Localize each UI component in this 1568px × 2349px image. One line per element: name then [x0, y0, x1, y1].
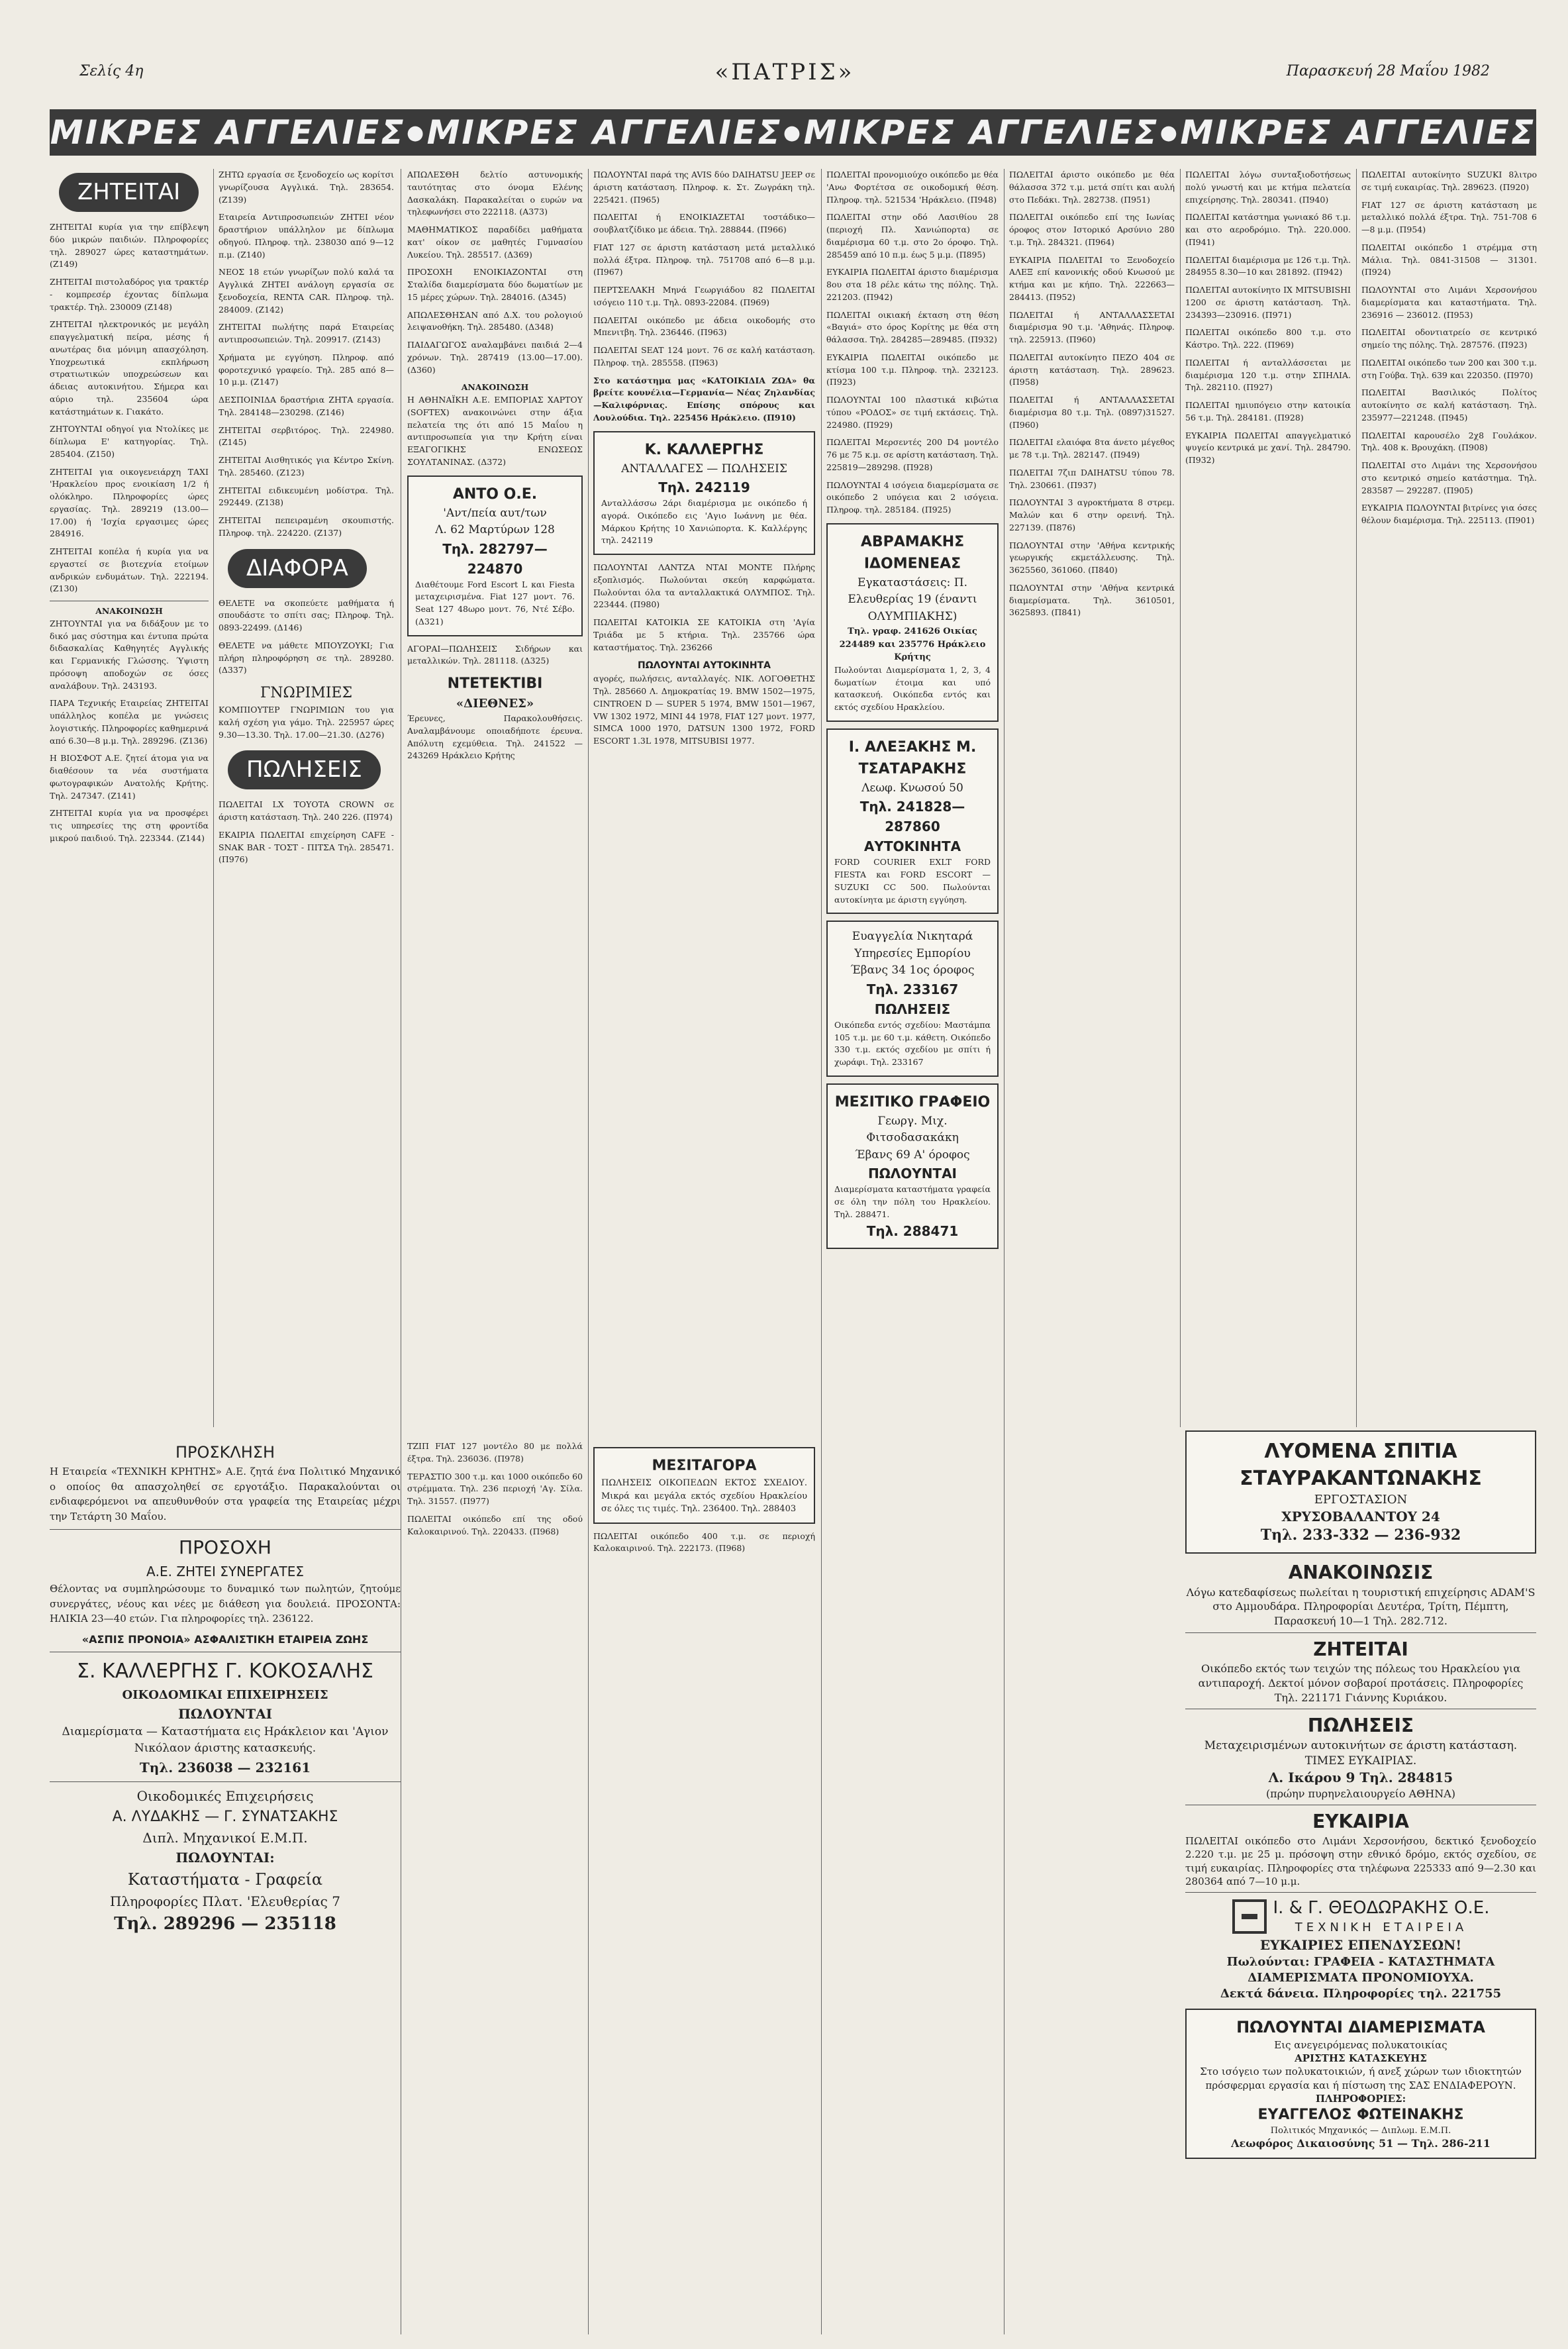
banner-text: ΜΙΚΡΕΣ ΑΓΓΕΛΙΕΣ [803, 113, 1159, 152]
ad: ΠΩΛΕΙΤΑΙ αυτοκίνητο ΠΕΖΟ 404 σε άριστη κατάσταση. Τηλ. 289623. (Π958) [1009, 352, 1175, 387]
company-address: Λεωφ. Κνωσού 50 [861, 781, 963, 795]
prosoxi-text: Θέλοντας να συμπληρώσουμε το δυναμικό των πωλητών, ζητούμε συνεργάτες, νέους και νέες με διάθεση για δουλειά. ΠΡΟΣΟΝΤΑ: ΗΛΙΚΙΑ 23—40 ετών. Για πληροφορίες τηλ. 236122. [50, 1583, 401, 1624]
ad-line: ΔΙΑΜΕΡΙΣΜΑΤΑ ΠΡΟΝΟΜΙΟΥΧΑ. [1248, 1970, 1474, 1985]
company-text: Πωλούνται Διαμερίσματα 1, 2, 3, 4 δωματίων έτοιμα και υπό κατασκευή. Οικόπεδα εντός και εκτός σχεδίου Ηρακλείου. [834, 664, 991, 712]
ad: Χρήματα με εγγύηση. Πληροφ. από φοροτεχνικό γραφείο. Τηλ. 285 από 8—10 μ.μ. (Ζ147) [219, 352, 394, 387]
company-phone: Τηλ. 289296 — 235118 [114, 1913, 336, 1934]
banner-text: ΜΙΚΡΕΣ ΑΓΓΕΛΙΕΣ [1180, 113, 1536, 152]
ad: ΖΗΤΕΙΤΑΙ πεπειραμένη σκουπιστής. Πληροφ. τηλ. 224220. (Ζ137) [219, 515, 394, 538]
prosklisi-title: ΠΡΟΣΚΛΗΣΗ [175, 1443, 275, 1462]
ad: ΔΕΣΠΟΙΝΙΔΑ δραστήρια ΖΗΤΑ εργασία. Τηλ. 284148—230298. (Ζ146) [219, 395, 394, 417]
ad: ΖΗΤΕΙΤΑΙ ειδικευμένη μοδίστρα. Τηλ. 292449. (Ζ138) [219, 485, 394, 508]
kallergis-ad [50, 1656, 401, 1777]
divider [1185, 1632, 1536, 1633]
ad-title: ΕΥΚΑΙΡΙΑ [1312, 1811, 1409, 1833]
company-text: Καταστήματα - Γραφεία [127, 1870, 323, 1889]
ad-text: Μεταχειρισμένων αυτοκινήτων σε άριστη κατάσταση. [1204, 1738, 1518, 1752]
ad: ΠΩΛΕΙΤΑΙ οικόπεδο 1 στρέμμα στη Μάλια. Τηλ. 0841-31508 — 31301. (Π924) [1361, 242, 1537, 277]
company-name: ΕΥΑΓΓΕΛΟΣ ΦΩΤΕΙΝΑΚΗΣ [1257, 2107, 1464, 2124]
company-phone: Τηλ. 288471 [866, 1223, 959, 1239]
ad: ΠΡΟΣΟΧΗ ΕΝΟΙΚΙΑΖΟΝΤΑΙ στη Σταλίδα διαμερίσματα δύο δωματίων με 15 μέρες χώρων. Τηλ. 284016. (Δ345) [407, 267, 583, 302]
divider [1185, 1892, 1536, 1893]
column-separator [1356, 169, 1357, 1427]
column-separator [213, 169, 214, 1427]
classifieds-banner [50, 109, 1536, 156]
cars-title: ΠΩΛΟΥΝΤΑΙ ΑΥΤΟΚΙΝΗΤΑ [638, 660, 771, 672]
divider [50, 1529, 401, 1530]
company-address: Έβανς 34 1ος όροφος [850, 964, 975, 977]
ad: ΠΩΛΟΥΝΤΑΙ στην 'Αθήνα κεντρικής γεωργικής εκμετάλλευσης. Τηλ. 3625560, 361060. (Π840) [1009, 540, 1175, 575]
ad: ΠΩΛΕΙΤΑΙ οικόπεδο με άδεια οικοδομής στο Μπενιτβη. Τηλ. 236446. (Π963) [593, 315, 815, 338]
prosoxi-subtitle: Α.Ε. ΖΗΤΕΙ ΣΥΝΕΡΓΑΤΕΣ [146, 1564, 305, 1579]
banner-dot: ● [406, 121, 426, 144]
fotinakis-ad [1185, 2009, 1536, 2158]
ad: ΠΩΛΕΙΤΑΙ Βασιλικός Πολίτος αυτοκίνητο σε καλή κατάσταση. Τηλ. 235977—221248. (Π945) [1361, 387, 1537, 423]
softex-text: Η ΑΘΗΝΑΪΚΗ Α.Ε. ΕΜΠΟΡΙΑΣ ΧΑΡΤΟΥ (SOFTEX) ανακοινώνει στην άξια πελατεία της ότι από 15 Μαΐου η αντιπροσωπεία για την Κρήτη είναι ΕΞΑΓΟΓΙΚΗΣ ΕΝΩΣΕΩΣ ΣΟΥΛΤΑΝΙΝΑΣ. (Δ372) [407, 395, 583, 467]
company-text: Διαθέτουμε Ford Escort L και Fiesta μεταχειρισμένα. Fiat 127 μοντ. 76. Seat 127 48ωρο μοντ. 76, Ντέ Σέβο. (Δ321) [415, 579, 575, 626]
company-phone: Τηλ. 282797—224870 [442, 540, 548, 577]
column-8 [1361, 169, 1537, 1427]
ad-line: ΑΡΙΣΤΗΣ ΚΑΤΑΣΚΕΥΗΣ [1295, 2052, 1427, 2065]
ad-line: Πωλούνται: ΓΡΑΦΕΙΑ - ΚΑΤΑΣΤΗΜΑΤΑ [1226, 1954, 1495, 1969]
ad: ΕΚΑΙΡΙΑ ΠΩΛΕΙΤΑΙ επιχείρηση CAFE - SNAK BAR - ΤΟΣΤ - ΠΙΤΣΑ Τηλ. 285471. (Π976) [219, 829, 394, 865]
ad: ΖΗΤΕΙΤΑΙ σερβιτόρος. Τηλ. 224980. (Ζ145) [219, 425, 394, 448]
column-6 [1009, 169, 1175, 1480]
ad-text: Οικόπεδο εκτός των τειχών της πόλεως του Ηρακλείου για αντιπαροχή. Δεκτοί μόνον σοβαροί προτάσεις. Πληροφορίες Τηλ. 221171 Γιάννης Κυριάκου. [1198, 1662, 1524, 1704]
ad: ΠΩΛΕΙΤΑΙ ή ΑΝΤΑΛΛΑΣΣΕΤΑΙ διαμέρισμα 80 τ.μ. Τηλ. (0897)31527. (Π960) [1009, 395, 1175, 430]
ad: ΕΥΚΑΙΡΙΑ ΠΩΛΕΙΤΑΙ οικόπεδο με κτίσμα 100 τ.μ. Πληροφ. τηλ. 232123. (Π923) [826, 352, 999, 387]
section-heading: ΔΙΑΦΟΡΑ [228, 549, 367, 588]
ad: ΠΩΛΟΥΝΤΑΙ στην 'Αθήνα κεντρικά διαμερίσματα. Τηλ. 3610501, 3625893. (Π841) [1009, 582, 1175, 618]
company-sub: ΑΝΤΑΛΛΑΓΕΣ — ΠΩΛΗΣΕΙΣ [621, 462, 787, 475]
company-address: ΧΡΥΣΟΒΑΛΑΝΤΟΥ 24 [1281, 1509, 1440, 1525]
eukairia-ad [1185, 1809, 1536, 1888]
ad: ΠΩΛΟΥΝΤΑΙ 100 πλαστικά κιβώτια τύπου «ΡΟΔΟΣ» σε τιμή εκτάσεις. Τηλ. 224980. (Π929) [826, 395, 999, 430]
ad: ΠΩΛΕΙΤΑΙ οικιακή έκταση στη θέση «Βαγιά» στο όρος Κορίτης με θέα στη θάλασσα. Τηλ. 284285—289485. (Π932) [826, 309, 999, 344]
display-ads-block [1185, 1430, 1536, 2331]
ad: ΠΩΛΕΙΤΑΙ Μερσεντές 200 D4 μοντέλο 76 με 75 κ.μ. σε αρίστη κατάσταση. Τηλ. 225819—289298. (Π928) [826, 437, 999, 472]
ad: ΠΩΛΕΙΤΑΙ οικόπεδο 800 τ.μ. στο Κάστρο. Τηλ. 222. (Π969) [1185, 327, 1351, 350]
ad: ΑΠΩΛΕΣΘΗ δελτίο αστυνομικής ταυτότητας στο όνομα Ελένης Δασκαλάκη. Παρακαλείται ο ευρών να τηλεφωνήσει στο 222118. (Α373) [407, 170, 583, 217]
ad: ΠΩΛΕΙΤΑΙ κατάστημα γωνιακό 86 τ.μ. και στο αεροδρόμιο. Τηλ. 220.000. (Π941) [1185, 212, 1351, 247]
ad: ΠΩΛΕΙΤΑΙ οδοντιατρείο σε κεντρικό σημείο της πόλης. Τηλ. 287576. (Π923) [1361, 327, 1537, 350]
company-phone: Τηλ. 236038 — 232161 [139, 1759, 311, 1775]
ad: Η ΒΙΟΣΦΟΤ Α.Ε. ζητεί άτομα για να διαθέσουν τα νέα συστήματα φωτογραφικών Ανατολής Κρήτης. Τηλ. 247347. (Ζ141) [50, 753, 209, 801]
softex-title: ΑΝΑΚΟΙΝΩΣΗ [461, 382, 529, 393]
page-header [79, 59, 1490, 89]
ad: ΠΑΡΑ Τεχνικής Εταιρείας ΖΗΤΕΙΤΑΙ υπάλληλος κοπέλα με γνώσεις λογιστικής. Πληροφορίες καθημερινά από 6.30—8 μ.μ. Τηλ. 289296. (Ζ136) [50, 698, 209, 746]
ad: ΠΩΛΕΙΤΑΙ αυτοκίνητο SUZUKI 8λιτρο σε τιμή ευκαιρίας. Τηλ. 289623. (Π920) [1361, 170, 1537, 192]
company-address: Λεωφόρος Δικαιοσύνης 51 — Τηλ. 286-211 [1231, 2137, 1491, 2150]
ad: ΠΩΛΕΙΤΑΙ προνομιούχο οικόπεδο με θέα 'Ανω Φορτέτσα σε οικοδομική θέση. Πληροφ. τηλ. 521534 'Ηράκλειο. (Π948) [826, 170, 999, 205]
ad: Εταιρεία Αντιπροσωπειών ΖΗΤΕΙ νέον δραστήριον υπάλληλον με δίπλωμα οδηγού. Πληροφ. τηλ. 238030 από 9—12 π.μ. (Ζ140) [219, 212, 394, 260]
ad: ΖΗΤΕΙΤΑΙ πιστολαδόρος για τρακτέρ - κομπρεσέρ έχοντας δίπλωμα τρακτέρ. Τηλ. 230009 (Ζ148) [50, 277, 209, 312]
ad: ΠΩΛΕΙΤΑΙ SEAT 124 μοντ. 76 σε καλή κατάσταση. Πληροφ. τηλ. 285558. (Π963) [593, 345, 815, 368]
company-text: ΠΩΛΗΣΕΙΣ ΟΙΚΟΠΕΔΩΝ ΕΚΤΟΣ ΣΧΕΔΙΟΥ. Μικρά και μεγάλα εκτός σχεδίου Ηρακλείου σε όλες τις τιμές. Τηλ. 236400. Τηλ. 288403 [601, 1478, 807, 1514]
ad: ΖΗΤΕΙΤΑΙ ηλεκτρονικός με μεγάλη επαγγελματική πείρα, μέσης ή ανωτέρας δια μόνιμη απασχόληση. Υποχρεωτικά εκπλήρωση στρατιωτικών υποχρεώσεων και άδειας αυτοκινήτου. Σήμερα και αύριο τηλ. 235604 ώρα κατάστημάτων κ. Γιακάτο. [50, 319, 209, 417]
company-name: Ευαγγελία Νικηταρά [852, 930, 973, 944]
company-sub: Πολιτικός Μηχανικός — Διπλωμ. Ε.Μ.Π. [1270, 2125, 1451, 2136]
company-sub: Εγκαταστάσεις: Π. Ελευθερίας 19 (έναντι ΟΛΥΜΠΙΑΚΗΣ) [848, 575, 977, 623]
ad: ΠΩΛΟΥΝΤΑΙ στο Λιμάνι Χερσονήσου διαμερίσματα και καταστήματα. Τηλ. 236916 — 236012. (Π953) [1361, 285, 1537, 320]
anakoinosis-ad [1185, 1560, 1536, 1628]
section-heading: ΠΩΛΗΣΕΙΣ [228, 750, 381, 789]
company-name: Σ. ΚΑΛΛΕΡΓΗΣ Γ. ΚΟΚΟΣΑΛΗΣ [77, 1659, 373, 1683]
column-separator [1180, 169, 1181, 1427]
company-text: Οικόπεδα εντός σχεδίου: Μαστάμπα 105 τ.μ. με 60 τ.μ. κάθετη. Οικόπεδο 330 τ.μ. εκτός σχεδίου με σπίτι ή χωράφι. Τηλ. 233167 [834, 1019, 991, 1067]
company-phone: Τηλ. 242119 [658, 479, 750, 495]
ad-line: ΕΥΚΑΙΡΙΕΣ ΕΠΕΝΔΥΣΕΩΝ! [1259, 1936, 1462, 1953]
ad: ΠΕΡΤΣΕΛΑΚΗ Μηνά Γεωργιάδου 82 ΠΩΛΕΙΤΑΙ ισόγειο 110 τ.μ. Τηλ. 0893-22084. (Π969) [593, 285, 815, 307]
company-sub: Υπηρεσίες Εμπορίου [854, 946, 971, 960]
ad: ΠΩΛΟΥΝΤΑΙ παρά της AVIS δύο DAIHATSU JEEP σε άριστη κατάσταση. Πληροφ. κ. Στ. Ζωγράκη τηλ. 225421. (Π965) [593, 170, 815, 205]
company-name: ΑΒΡΑΜΑΚΗΣ ΙΔΟΜΕΝΕΑΣ [860, 533, 965, 572]
poliseis-ad [1185, 1713, 1536, 1801]
pet-shop-ad: Στο κατάστημα μας «ΚΑΤΟΙΚΙΔΙΑ ΖΩΑ» θα βρείτε κουνέλια—Γερμανία— Νέας Ζηλανδίας—Καλιφόρνιας. Επίσης σπόρους και Λουλούδια. Τηλ. 225456 Ηράκλειο. (Π910) [593, 375, 815, 423]
company-name: ΑΝΤΟ Ο.Ε. [452, 485, 538, 503]
ad: ΠΩΛΕΙΤΑΙ LX TOYOTA CROWN σε άριστη κατάσταση. Τηλ. 240 226. (Π974) [219, 799, 394, 822]
column-5 [826, 169, 999, 2334]
wide-ads-block [50, 1440, 401, 2328]
prosklisi-text: Η Εταιρεία «ΤΕΧΝΙΚΗ ΚΡΗΤΗΣ» Α.Ε. ζητά ένα Πολιτικό Μηχανικό ο οποίος θα απασχοληθεί σε εργοτάξιο. Παρακαλούνται οι ενδιαφερόμενοι να απευθυνθούν στα γραφεία της Εταιρείας μέχρι την Τετάρτη 30 Μαΐου. [50, 1466, 401, 1523]
ad: ΠΩΛΕΙΤΑΙ καρουσέλο 2χ8 Γουλάκον. Τηλ. 408 κ. Βρουχάκη. (Π908) [1361, 430, 1537, 453]
ad-text: ΠΩΛΕΙΤΑΙ οικόπεδο στο Λιμάνι Χερσονήσου, δεκτικό ξενοδοχείο 2.220 τ.μ. με 25 μ. πρόσοψη στην εθνικό δρόμο, εκτός σχεδίου, σε τιμή ευκαιρίας. Πληροφορίες στα τηλέφωνα 225333 από 9—2.30 και 280364 από 7—10 μ.μ. [1185, 1835, 1536, 1887]
gnorimies-title: ΓΝΩΡΙΜΙΕΣ [260, 685, 353, 701]
ad-line: Εις ανεγειρόμενας πολυκατοικίας [1274, 2038, 1447, 2051]
ad: ΠΩΛΕΙΤΑΙ οικόπεδο των 200 και 300 τ.μ. στη Γούβα. Τηλ. 639 και 220350. (Π970) [1361, 357, 1537, 380]
column-2 [219, 169, 394, 1427]
ad: ΠΩΛΕΙΤΑΙ ή ΑΝΤΑΛΛΑΣΣΕΤΑΙ διαμέρισμα 90 τ.μ. 'Αθηνάς. Πληροφ. τηλ. 225913. (Π960) [1009, 309, 1175, 344]
company-text: Ανταλλάσσω 2άρι διαμέρισμα με οικόπεδο ή αγορά. Οικόπεδο εις 'Αγιο Ιωάννη με θέα. Μάρκου Κρήτης 10 Χανιώπορτα. Κ. Καλλέργης τηλ. 242119 [601, 498, 807, 546]
theodorakis-ad [1185, 1897, 1536, 2002]
ad-text: Λόγω κατεδαφίσεως πωλείται η τουριστική επιχείρησις ADAM'S στο Αμμουδάρα. Πληροφορίαι Δευτέρα, Τρίτη, Πέμπτη, Παρασκευή 10—1 Τηλ. 282.712. [1186, 1585, 1536, 1627]
cars-text: αγορές, πωλήσεις, ανταλλαγές. ΝΙΚ. ΛΟΓΟΘΕΤΗΣ Τηλ. 285660 Λ. Δημοκρατίας 19. BMW 1502—1975, CINTROEN D — SUPER 5 1974, BMW 1501—1967, VW 1302 1972, MINI 44 1978, FIAT 127 μοντ. 1977, SIMCA 1000 1970, DATSUN 1300 1972, FORD ESCORT 1.3L 1978, MITSUBISI 1977. [593, 674, 815, 746]
company-sub: 'Αντ/πεία αυτ/των [443, 506, 547, 520]
column-4 [593, 169, 815, 1427]
company-phone: Τηλ. 241828—287860 [859, 799, 965, 835]
banner-dot: ● [783, 121, 803, 144]
company-sub: Γεωργ. Μιχ. Φιτσοδασακάκη [866, 1114, 959, 1145]
detectives-text: Έρευνες, Παρακολουθήσεις. Αναλαμβάνουμε οποιαδήποτε έρευνα. Απόλυτη εχεμύθεια. Τηλ. 241522 — 243269 Ηράκλειο Κρήτης [407, 713, 583, 761]
ad: ΖΗΤΩ εργασία σε ξενοδοχείο ως κορίτσι γνωρίζουσα Αγγλικά. Τηλ. 283654. (Ζ139) [219, 170, 394, 205]
ad: ΠΩΛΕΙΤΑΙ ΚΑΤΟΙΚΙΑ ΣΕ ΚΑΤΟΙΚΙΑ στη 'Αγία Τριάδα με 5 κτήρια. Τηλ. 235766 ώρα καταστήματος. Τηλ. 236266 [593, 617, 815, 652]
ad: ΠΩΛΕΙΤΑΙ οικόπεδο επί της οδού Καλοκαιρινού. Τηλ. 220433. (Π968) [407, 1513, 583, 1536]
banner-dot: ● [1159, 121, 1179, 144]
ad: ΤΕΡΑΣΤΙΟ 300 τ.μ. και 1000 οικόπεδο 60 στρέμματα. Τηλ. 236 περιοχή 'Αγ. Σίλα. Τηλ. 31557. (Π977) [407, 1471, 583, 1506]
company-sub: ΕΡΓΟΣΤΑΣΙΟΝ [1314, 1493, 1408, 1507]
company-name: Ι. ΑΛΕΞΑΚΗΣ Μ. ΤΣΑΤΑΡΑΚΗΣ [848, 738, 977, 777]
company-sub: ΤΕΧΝΙΚΗ ΕΤΑΙΡΕΙΑ [1295, 1921, 1468, 1935]
ad: ΠΩΛΕΙΤΑΙ αυτοκίνητο IX MITSUBISHI 1200 σε άριστη κατάσταση. Τηλ. 234393—230916. (Π971) [1185, 285, 1351, 320]
banner-text: ΜΙΚΡΕΣ ΑΓΓΕΛΙΕΣ [426, 113, 783, 152]
ad: ΠΩΛΕΙΤΑΙ οικόπεδο επί της Ιωνίας όροφος στον Ιστορικό Αρσύνιο 280 τ.μ. Τηλ. 284321. (Π964) [1009, 212, 1175, 247]
ad-title: ΠΩΛΗΣΕΙΣ [1307, 1715, 1414, 1737]
company-name: ΣΤΑΥΡΑΚΑΝΤΩΝΑΚΗΣ [1240, 1466, 1482, 1490]
ad: ΕΥΚΑΙΡΙΑ ΠΩΛΕΙΤΑΙ απαγγελματικό ψυγείο κεντρικά με χανί. Τηλ. 284790. (Π932) [1185, 430, 1351, 465]
company-name: Α. ΛΥΔΑΚΗΣ — Γ. ΣΥΝΑΤΣΑΚΗΣ [112, 1808, 338, 1825]
company-line: Οικοδομικές Επιχειρήσεις [136, 1787, 314, 1804]
ad: FIAT 127 σε άριστη κατάσταση με μεταλλικό πολλά έξτρα. Τηλ. 751-708 6—8 μ.μ. (Π954) [1361, 199, 1537, 234]
ad-text: ΤΙΜΕΣ ΕΥΚΑΙΡΙΑΣ. [1304, 1754, 1417, 1768]
company-sub: ΑΥΤΟΚΙΝΗΤΑ [863, 838, 961, 855]
ad: ΘΕΛΕΤΕ να μάθετε ΜΠΟΥΖΟΥΚΙ; Για πλήρη πληροφόρηση σε τηλ. 289280. (Δ337) [219, 640, 394, 675]
ad: ΑΓΟΡΑΙ—ΠΩΛΗΣΕΙΣ Σιδήρων και μεταλλικών. Τηλ. 281118. (Δ325) [407, 643, 583, 666]
company-address: Έβανς 69 Α' όροφος [855, 1148, 970, 1162]
ad: ΖΗΤΕΙΤΑΙ πωλήτης παρά Εταιρείας αντιπροσωπειών. Τηλ. 209917. (Ζ143) [219, 322, 394, 344]
ad: ΠΩΛΕΙΤΑΙ λόγω συνταξιοδοτήσεως πολύ γνωστή και με κτήμα πελατεία επιχείρησης. Τηλ. 280341. (Π940) [1185, 170, 1351, 205]
ad: ΠΩΛΟΥΝΤΑΙ 4 ισόγεια διαμερίσματα σε οικόπεδο 2 υπόγεια και 2 ισόγεια. Πληροφ. τηλ. 285184. (Π925) [826, 479, 999, 515]
mesitagora-ad [593, 1447, 815, 1524]
ad-title: ΖΗΤΕΙΤΑΙ [1313, 1638, 1408, 1660]
avramakis-ad [826, 523, 999, 722]
lydakis-ad [50, 1786, 401, 1937]
ad: ΤΖΙΠ FIAT 127 μοντέλο 80 με πολλά έξτρα. Τηλ. 236036. (Π978) [407, 1441, 583, 1464]
ad: ΠΩΛΟΥΝΤΑΙ 3 αγροκτήματα 8 στρεμ. Μαλών και 6 στην ορεινή. Τηλ. 227139. (Π876) [1009, 497, 1175, 532]
zitite-ad [1185, 1637, 1536, 1705]
company-address: Λ. Ικάρου 9 Τηλ. 284815 [1268, 1769, 1453, 1785]
newspaper-title: «ΠΑΤΡΙΣ» [714, 59, 855, 85]
column-separator [821, 169, 822, 2334]
anto-ad [407, 475, 583, 636]
ad: ΖΗΤΕΙΤΑΙ κυρία για την επίβλεψη δύο μικρών παιδιών. Πληροφορίες τηλ. 289027 ώρες καταστημάτων. (Ζ149) [50, 222, 209, 270]
ad-title: ΠΩΛΟΥΝΤΑΙ ΔΙΑΜΕΡΙΣΜΑΤΑ [1236, 2018, 1485, 2037]
company-brand [1273, 1897, 1490, 1936]
sale-label: ΠΩΛΟΥΝΤΑΙ: [175, 1849, 275, 1866]
ad: ΠΩΛΕΙΤΑΙ στην οδό Λασιθίου 28 (περιοχή Πλ. Χανιώπορτα) σε διαμέρισμα 60 τ.μ. στο 2ο όροφο. Τηλ. 285459 από 10 π.μ. έως 5 μ.μ. (Π895) [826, 212, 999, 260]
mesitiko-grafeio-ad [826, 1083, 999, 1249]
alexakis-ad [826, 728, 999, 915]
ad: ΕΥΚΑΙΡΙΑ ΠΩΛΟΥΝΤΑΙ βιτρίνες για όσες θέλουν διαμέρισμα. Τηλ. 225113. (Π901) [1361, 503, 1537, 525]
ad: ΖΗΤΟΥΝΤΑΙ οδηγοί για Ντολίκες με δίπλωμα Ε' κατηγορίας. Τηλ. 285404. (Ζ150) [50, 424, 209, 459]
ad: ΠΩΛΕΙΤΑΙ ή ανταλλάσσεται με διαμέρισμα 120 τ.μ. στην ΣΠΗΛΙΑ. Τηλ. 282110. (Π927) [1185, 357, 1351, 393]
ad: ΠΩΛΕΙΤΑΙ ημιυπόγειο στην κατοικία 56 τ.μ. Τηλ. 284181. (Π928) [1185, 400, 1351, 423]
company-phone: Τηλ. 233-332 — 236-932 [1260, 1526, 1461, 1544]
ad-note: (πρώην πυρηνελαιουργείο ΑΘΗΝΑ) [1265, 1787, 1456, 1800]
ad-title: ΛΥΟΜΕΝΑ ΣΠΙΤΙΑ [1264, 1440, 1457, 1463]
company-name: ΜΕΣΙΤΑΓΟΡΑ [652, 1458, 757, 1474]
ad: ΑΠΩΛΕΣΘΗΣΑΝ από Δ.Χ. του ρολογιού λειψανοθήκη. Τηλ. 285480. (Δ348) [407, 309, 583, 332]
kallergis-antallages-ad [593, 431, 815, 556]
column-7 [1185, 169, 1351, 1427]
page-number: Σελίς 4η [79, 63, 144, 79]
company-title: ΠΩΛΗΣΕΙΣ [874, 1001, 951, 1017]
ad: ΖΗΤΕΙΤΑΙ κοπέλα ή κυρία για να εργαστεί σε βιοτεχνία ετοίμων ανδρικών ενδυμάτων. Τηλ. 222194. (Ζ130) [50, 546, 209, 594]
nikitara-ad [826, 921, 999, 1077]
column-separator [588, 169, 589, 2334]
column-2b [407, 1440, 583, 2328]
ad: ΕΥΚΑΙΡΙΑ ΠΩΛΕΙΤΑΙ το Ξενοδοχείο ΑΛΕΞ επί κανονικής οδού Κνωσού με κτήμα και με κήπο. Τηλ. 222663—284413. (Π952) [1009, 254, 1175, 302]
company-name: ΜΕΣΙΤΙΚΟ ΓΡΑΦΕΙΟ [834, 1093, 991, 1111]
ad: ΜΑΘΗΜΑΤΙΚΟΣ παραδίδει μαθήματα κατ' οίκον σε μαθητές Γυμνασίου Λυκείου. Τηλ. 285517. (Δ369) [407, 225, 583, 260]
company-text: FORD COURIER EXLT FORD FIESTA και FORD ESCORT — SUZUKI CC 500. Πωλούνται αυτοκίνητα με άριστη εγγύηση. [834, 857, 991, 905]
ad-title: ΑΝΑΚΟΙΝΩΣΙΣ [1288, 1561, 1434, 1583]
ad: ΠΩΛΕΙΤΑΙ ή ΕΝΟΙΚΙΑΖΕΤΑΙ τοστάδικο—σουβλατζίδικο με άδεια. Τηλ. 288844. (Π966) [593, 212, 815, 234]
ad: FIAT 127 σε άριστη κατάσταση μετά μεταλλικό πολλά έξτρα. Πληροφ. τηλ. 751708 από 6—8 μ.μ. (Π967) [593, 242, 815, 277]
ad: ΠΩΛΟΥΝΤΑΙ ΛΑΝΤΖΑ ΝΤΑΙ ΜΟΝΤΕ Πλήρης εξοπλισμός. Πωλούνται σκεύη καρφώματα. Πωλούνται όλα τα ανταλλακτικά ΟΛΥΜΠΟΣ. Τηλ. 223444. (Π980) [593, 562, 815, 610]
column-3 [407, 169, 583, 1427]
page-date: Παρασκευή 28 Μαΐου 1982 [1286, 63, 1490, 79]
ad: ΠΑΙΔΑΓΩΓΟΣ αναλαμβάνει παιδιά 2—4 χρόνων. Τηλ. 287419 (13.00—17.00). (Δ360) [407, 340, 583, 375]
company-header [1185, 1897, 1536, 1936]
column-3b [593, 1440, 815, 2328]
ad-line: Δεκτά δάνεια. Πληροφορίες τηλ. 221755 [1220, 1987, 1502, 2001]
notice-text: ΖΗΤΟΥΝΤΑΙ για να διδάξουν με το δικό μας σύστημα και έντυπα πρώτα διδασκαλίας Καθηγητές Αγγλικής και Γερμανικής Γλώσσης. Ύψιστη πρόσοψη αποδοχών σε όσες αναλάβουν. Τηλ. 243193. [50, 618, 209, 691]
company-line: Διπλ. Μηχανικοί Ε.Μ.Π. [142, 1829, 308, 1846]
company-name: Ι. & Γ. ΘΕΟΔΩΡΑΚΗΣ Ο.Ε. [1273, 1898, 1490, 1919]
ad: ΠΩΛΕΙΤΑΙ ελαιόφα 8τα άνετο μέγεθος με 78 τ.μ. Τηλ. 282147. (Π949) [1009, 437, 1175, 460]
company-name: Κ. ΚΑΛΛΕΡΓΗΣ [644, 441, 764, 458]
ad: ΖΗΤΕΙΤΑΙ κυρία για να προσφέρει τις υπηρεσίες της στη φροντίδα μικρού παιδιού. Τηλ. 223344. (Ζ144) [50, 808, 209, 843]
company-address: Λ. 62 Μαρτύρων 128 [435, 523, 555, 536]
lyomena-ad [1185, 1430, 1536, 1554]
company-text: Διαμερίσματα — Καταστήματα εις Ηράκλειον και 'Αγιον Νικόλαον άριστης κατασκευής. [62, 1724, 389, 1755]
prosoxi-title: ΠΡΟΣΟΧΗ [179, 1536, 271, 1558]
company-logo-icon [1232, 1899, 1267, 1934]
detectives-subtitle: «ΔΙΕΘΝΕΣ» [456, 697, 534, 711]
aspis-title: «ΑΣΠΙΣ ΠΡΟΝΟΙΑ» ΑΣΦΑΛΙΣΤΙΚΗ ΕΤΑΙΡΕΙΑ ΖΩΗΣ [81, 1632, 369, 1646]
ad-line: ΠΛΗΡΟΦΟΡΙΕΣ: [1315, 2092, 1406, 2105]
divider [50, 1781, 401, 1782]
company-phone: Τηλ. 233167 [866, 981, 959, 997]
notice-title: ΑΝΑΚΟΙΝΩΣΗ [95, 606, 163, 616]
company-info: Πληροφορίες Πλατ. 'Ελευθερίας 7 [110, 1893, 340, 1909]
gnorimies-text: ΚΟΜΠΙΟΥΤΕΡ ΓΝΩΡΙΜΙΩΝ του για καλή σχέση για γάμο. Τηλ. 225957 ώρες 9.30—13.30. Τηλ. 17.00—21.30. (Δ276) [219, 705, 394, 740]
company-phone: Τηλ. γραφ. 241626 Οικίας 224489 και 235776 Ηράκλειο Κρήτης [839, 626, 986, 663]
ad: ΠΩΛΕΙΤΑΙ οικόπεδο 400 τ.μ. σε περιοχή Καλοκαιρινού. Τηλ. 222173. (Π968) [593, 1530, 815, 1554]
ad: ΝΕΟΣ 18 ετών γνωρίζων πολύ καλά τα Αγγλικά ΖΗΤΕΙ ανάλογη εργασία σε ξενοδοχεία, RENTA CAR. Πληροφ. τηλ. 284009. (Ζ142) [219, 267, 394, 315]
detectives-title: ΝΤΕΤΕΚΤΙΒΙ [447, 675, 543, 692]
company-sub: ΟΙΚΟΔΟΜΙΚΑΙ ΕΠΙΧΕΙΡΗΣΕΙΣ [122, 1687, 328, 1702]
ad: ΠΩΛΕΙΤΑΙ 7ζιπ DAIHATSU τύπου 78. Τηλ. 230661. (Π937) [1009, 467, 1175, 490]
sale-label: ΠΩΛΟΥΝΤΑΙ [178, 1705, 272, 1722]
section-heading: ΖΗΤΕΙΤΑΙ [59, 173, 199, 212]
banner-text: ΜΙΚΡΕΣ ΑΓΓΕΛΙΕΣ [50, 113, 406, 152]
ad: ΘΕΛΕΤΕ να σκοπεύετε μαθήματα ή σπουδάστε το σπίτι σας; Πληροφ. Τηλ. 0893-22499. (Δ146) [219, 597, 394, 632]
ad: ΕΥΚΑΙΡΙΑ ΠΩΛΕΙΤΑΙ άριστο διαμέρισμα 8ου στα 18 ρέλε κάτω της πόλης. Τηλ. 221203. (Π942) [826, 267, 999, 302]
ad: ΠΩΛΕΙΤΑΙ διαμέρισμα με 126 τ.μ. Τηλ. 284955 8.30—10 και 281892. (Π942) [1185, 254, 1351, 277]
ad: ΖΗΤΕΙΤΑΙ Αισθητικός για Κέντρο Σκίνη. Τηλ. 285460. (Ζ123) [219, 455, 394, 477]
company-text: Διαμερίσματα καταστήματα γραφεία σε όλη την πόλη του Ηρακλείου. Τηλ. 288471. [834, 1184, 991, 1219]
company-title: ΠΩΛΟΥΝΤΑΙ [867, 1166, 957, 1182]
ad: ΖΗΤΕΙΤΑΙ για οικογενειάρχη ΤΑΧΙ 'Ηρακλείου προς ενοικίαση 1/2 ή ολόκληρο. Πληροφορίες ώρες εργασίας. Τηλ. 289219 (13.00—17.00) ή 'Ισχία εργασιμες ώρες 284916. [50, 466, 209, 539]
ad-text: Στο ισόγειο των πολυκατοικιών, ή ανεξ χώρων των ιδιοκτητών πρόσφερμαι εργασία και ή πίστωση της ΣΑΣ ΕΝΔΙΑΦΕΡΟΥΝ. [1200, 2066, 1522, 2091]
ad: ΠΩΛΕΙΤΑΙ στο Λιμάνι της Χερσονήσου στο κεντρικό σημείο κατάστημα. Τηλ. 283587 — 292287. (Π905) [1361, 460, 1537, 495]
ad: ΠΩΛΕΙΤΑΙ άριστο οικόπεδο με θέα θάλασσα 372 τ.μ. μετά σπίτι και αυλή στο Πεδάκι. Τηλ. 282738. (Π951) [1009, 170, 1175, 205]
